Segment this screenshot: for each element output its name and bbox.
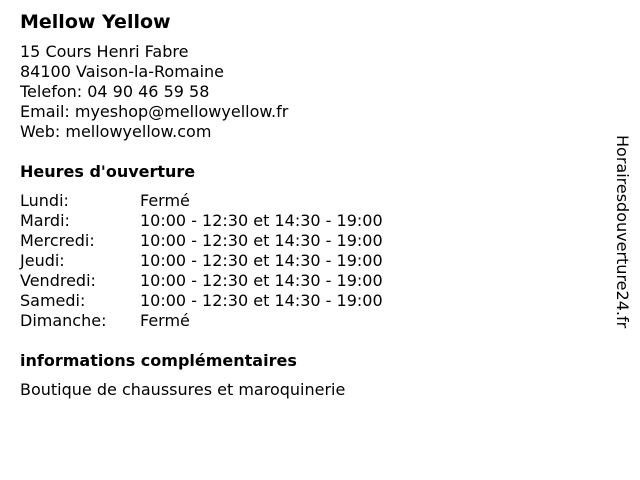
business-name: Mellow Yellow — [20, 11, 171, 33]
time-value: 10:00 - 12:30 et 14:30 - 19:00 — [140, 271, 383, 290]
time-value: 10:00 - 12:30 et 14:30 - 19:00 — [140, 251, 383, 270]
day-label: Mercredi: — [20, 231, 95, 250]
additional-info-text: Boutique de chaussures et maroquinerie — [20, 380, 346, 399]
email-line: Email: myeshop@mellowyellow.fr — [20, 102, 289, 121]
hours-row-friday — [20, 271, 590, 291]
hours-row-wednesday — [20, 231, 590, 251]
hours-row-sunday — [20, 311, 590, 331]
day-label: Vendredi: — [20, 271, 96, 290]
opening-hours-list — [20, 191, 590, 331]
address-line-1: 15 Cours Henri Fabre — [20, 42, 189, 61]
time-value: 10:00 - 12:30 et 14:30 - 19:00 — [140, 291, 383, 310]
day-label: Dimanche: — [20, 311, 107, 330]
time-value: Fermé — [140, 311, 190, 330]
time-value: 10:00 - 12:30 et 14:30 - 19:00 — [140, 211, 383, 230]
time-value: 10:00 - 12:30 et 14:30 - 19:00 — [140, 231, 383, 250]
phone-line: Telefon: 04 90 46 59 58 — [20, 82, 210, 101]
hours-row-tuesday — [20, 211, 590, 231]
day-label: Samedi: — [20, 291, 86, 310]
additional-info-heading: informations complémentaires — [20, 351, 297, 370]
hours-row-monday — [20, 191, 590, 211]
web-line: Web: mellowyellow.com — [20, 122, 212, 141]
day-label: Lundi: — [20, 191, 69, 210]
site-watermark: Horairesdouverture24.fr — [613, 135, 632, 329]
time-value: Fermé — [140, 191, 190, 210]
day-label: Jeudi: — [20, 251, 65, 270]
opening-hours-heading: Heures d'ouverture — [20, 162, 196, 181]
day-label: Mardi: — [20, 211, 70, 230]
business-card — [20, 10, 590, 400]
hours-row-saturday — [20, 291, 590, 311]
address-line-2: 84100 Vaison-la-Romaine — [20, 62, 225, 81]
hours-row-thursday — [20, 251, 590, 271]
